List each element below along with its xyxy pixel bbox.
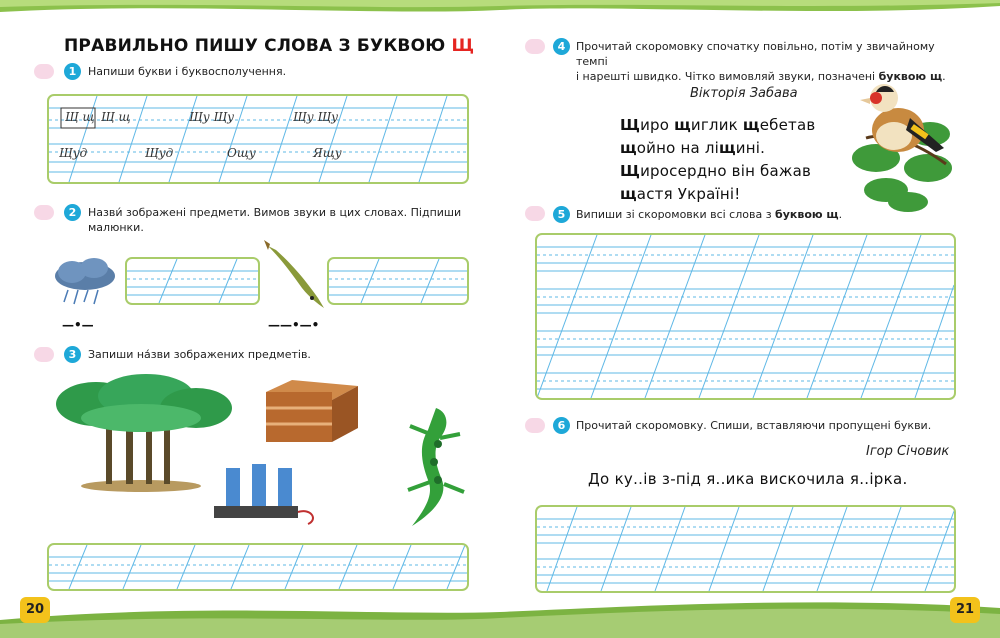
task5-number: 5 <box>553 206 570 223</box>
task2-number: 2 <box>64 204 81 221</box>
task5-writing-lines[interactable] <box>535 233 956 400</box>
page-number-right: 21 <box>950 597 980 623</box>
poem-text: ині. <box>735 139 766 157</box>
poem-text: ойно на лі <box>636 139 719 157</box>
poem-text: иросердно він бажав <box>640 162 812 180</box>
script-sample-2: Щ щ <box>101 110 131 124</box>
task1-writing-lines[interactable] <box>47 94 469 184</box>
script-sample-6: Щуд <box>145 146 174 160</box>
script-sample-8: Ящу <box>313 146 342 160</box>
ruled-lines <box>49 96 467 182</box>
task2-instruction: Назви́ зображені предмети. Вимов звуки в цих словах. Підпиши малюнки. <box>88 206 462 234</box>
bottom-decorative-wave <box>0 590 1000 638</box>
task6-instruction: Прочитай скоромовку. Спиши, вставляючи пропущені букви. <box>576 419 932 432</box>
task3-answer-lines[interactable] <box>47 543 469 591</box>
task4-text-end: . <box>942 70 946 83</box>
task4-text-line1: Прочитай скоромовку спочатку повільно, потім у звичайному темпі <box>576 40 935 68</box>
script-sample-5: Щуд <box>59 146 88 160</box>
task4-text-line2: і нарешті швидко. Чітко вимовляй звуки, позначені <box>576 70 879 83</box>
task6-writing-lines[interactable] <box>535 505 956 593</box>
task5-instruction <box>576 207 842 222</box>
task3-instruction: Запиши на́зви зображених предметів. <box>88 348 311 361</box>
script-sample-3: Щу Щу <box>189 110 235 124</box>
task1-number: 1 <box>64 63 81 80</box>
task5-text: Випиши зі скоромовки всі слова з <box>576 208 776 221</box>
task5-text-bold: буквою щ <box>775 208 839 221</box>
writing-hand-icon <box>525 206 545 221</box>
poem-line-4 <box>620 183 815 206</box>
ruled-lines <box>127 259 258 303</box>
sentence-author: Ігор Січовик <box>866 444 950 459</box>
poem-letter: щ <box>674 116 691 134</box>
script-sample-7: Ощу <box>227 146 256 160</box>
task2-answer-box-2[interactable] <box>327 257 469 305</box>
poem-letter: щ <box>719 139 736 157</box>
poem-letter: щ <box>620 139 637 157</box>
title-letter: Щ <box>451 36 475 56</box>
lizard-icon <box>390 404 470 532</box>
sound-scheme-2: ——•—• <box>268 318 320 332</box>
poem-author: Вікторія Забава <box>690 86 798 101</box>
writing-hand-icon <box>525 418 545 433</box>
poem-line-1 <box>620 114 815 137</box>
page-title <box>64 36 474 56</box>
title-main: ПРАВИЛЬНО ПИШУ СЛОВА З БУКВОЮ <box>64 36 446 56</box>
tongue-twister-poem <box>620 114 815 206</box>
poem-letter: Щ <box>620 116 641 134</box>
task5-text-end: . <box>838 208 843 221</box>
task4-number: 4 <box>553 38 570 55</box>
ruled-lines <box>537 507 954 591</box>
poem-text: иглик <box>690 116 743 134</box>
writing-hand-icon <box>34 205 54 220</box>
poem-text: астя Україні! <box>636 185 741 203</box>
task6-number: 6 <box>553 417 570 434</box>
task4-text-bold: буквою щ <box>878 70 943 83</box>
writing-hand-icon <box>34 64 54 79</box>
poem-text: иро <box>640 116 675 134</box>
task1-instruction: Напиши букви і буквосполучення. <box>88 65 287 78</box>
exercise-sentence: До ку..ів з-під я..ика вискочила я..ірка. <box>588 470 908 488</box>
brush-icon <box>212 460 322 530</box>
ruled-lines <box>329 259 467 303</box>
book-icon <box>525 39 545 54</box>
writing-hand-icon <box>34 347 54 362</box>
script-sample-1: Щ щ <box>65 110 95 124</box>
ruled-lines <box>49 545 467 589</box>
page-number-left: 20 <box>20 597 50 623</box>
pike-fish-icon <box>262 240 326 310</box>
poem-letter: Щ <box>620 162 641 180</box>
poem-letter: щ <box>620 185 637 203</box>
script-sample-4: Щу Щу <box>293 110 339 124</box>
poem-line-2 <box>620 137 815 160</box>
grove-trees-icon <box>46 374 236 494</box>
poem-line-3 <box>620 160 815 183</box>
rain-cloud-icon <box>50 258 120 306</box>
ruled-lines <box>537 235 954 398</box>
top-decorative-wave <box>0 0 1000 22</box>
sound-scheme-1: —•— <box>62 318 94 332</box>
task2-answer-box-1[interactable] <box>125 257 260 305</box>
goldfinch-bird-icon <box>846 78 956 216</box>
poem-text: ебетав <box>759 116 816 134</box>
poem-letter: щ <box>742 116 760 134</box>
wooden-crate-icon <box>262 378 362 448</box>
task3-number: 3 <box>64 346 81 363</box>
